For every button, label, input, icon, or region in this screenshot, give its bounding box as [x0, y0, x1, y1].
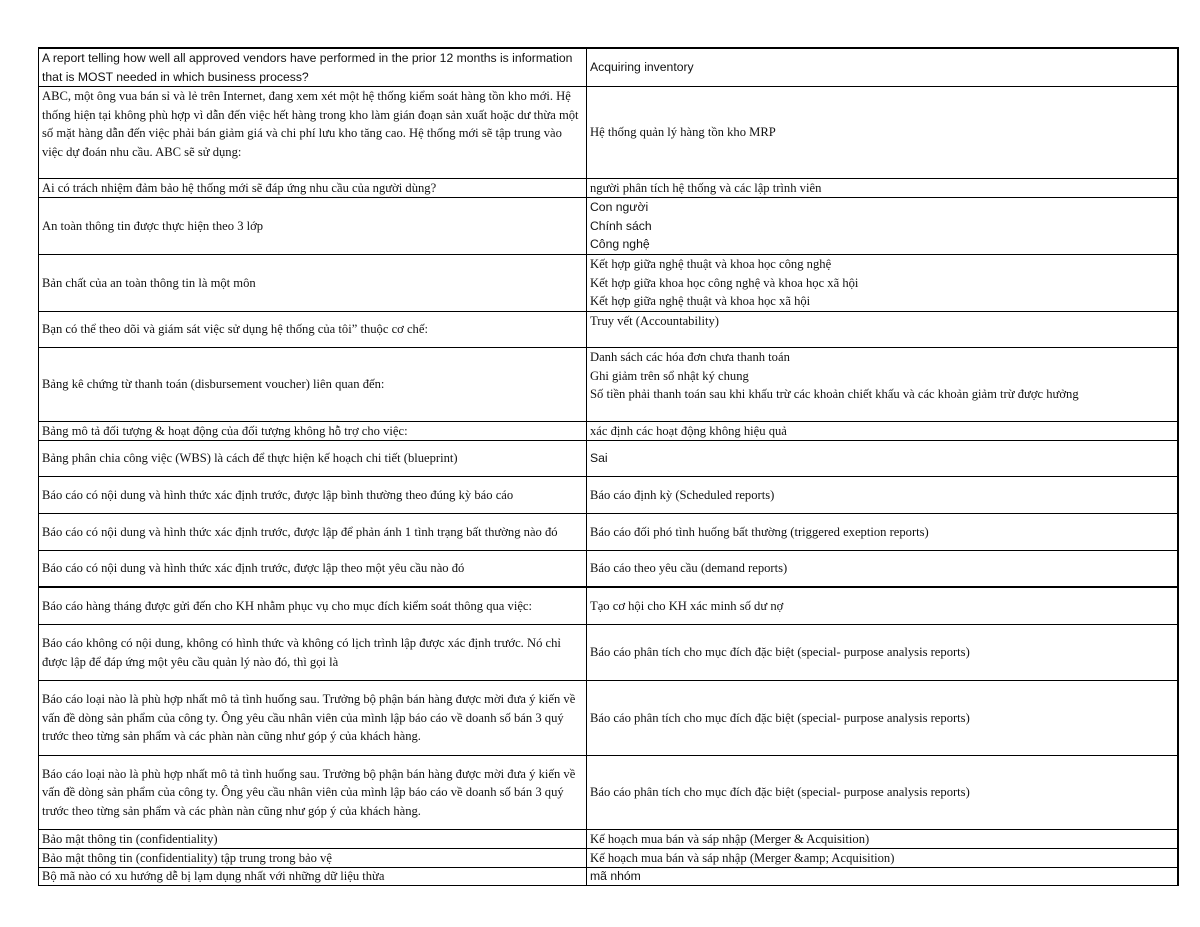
answer-cell — [587, 756, 1179, 829]
question-cell — [39, 422, 587, 440]
question-text: Báo cáo có nội dung và hình thức xác định trước, được lập theo một yêu cầu nào đó — [42, 561, 465, 576]
question-cell — [39, 868, 587, 885]
question-cell — [39, 625, 587, 680]
question-cell — [39, 477, 587, 513]
question-cell — [39, 49, 587, 86]
question-text: A report telling how well all approved vendors have performed in the prior 12 months is information that is MOST needed in which business process? — [42, 50, 573, 84]
answer-line: Báo cáo phân tích cho mục đích đặc biệt (special- purpose analysis reports) — [590, 785, 970, 800]
answer-cell — [587, 868, 1179, 885]
answer-line: Kế hoạch mua bán và sáp nhập (Merger &amp; Acquisition) — [590, 850, 895, 865]
question-cell — [39, 198, 587, 254]
answer-cell — [587, 681, 1179, 755]
answer-line: người phân tích hệ thống và các lập trình viên — [590, 180, 822, 195]
answer-cell — [587, 441, 1179, 476]
table-row — [39, 87, 1179, 179]
question-text: Báo cáo không có nội dung, không có hình thức và không có lịch trình lập được xác định trước. Nó chỉ được lập để đáp ứng một yêu cầu quản lý nào đó, thì gọi là — [42, 635, 561, 669]
answer-cell — [587, 625, 1179, 680]
question-text: Bảng mô tả đối tượng & hoạt động của đối tượng không hỗ trợ cho việc: — [42, 423, 408, 438]
answer-line: Kết hợp giữa khoa học công nghệ và khoa học xã hội — [590, 275, 859, 290]
question-text: Bảng phân chia công việc (WBS) là cách để thực hiện kế hoạch chi tiết (blueprint) — [42, 451, 458, 466]
table-row — [39, 422, 1179, 441]
answer-cell — [587, 514, 1179, 550]
answer-line: Chính sách — [590, 218, 652, 233]
answer-line: Ghi giảm trên sổ nhật ký chung — [590, 368, 749, 383]
answer-cell — [587, 312, 1179, 347]
table-row — [39, 756, 1179, 830]
answer-line: mã nhóm — [590, 869, 641, 884]
question-cell — [39, 756, 587, 829]
question-cell — [39, 87, 587, 178]
question-text: Bộ mã nào có xu hướng dễ bị lạm dụng nhất với những dữ liệu thừa — [42, 869, 385, 884]
question-cell — [39, 849, 587, 867]
question-text: Bảo mật thông tin (confidentiality) tập trung trong bảo vệ — [42, 850, 332, 865]
answer-line: Danh sách các hóa đơn chưa thanh toán — [590, 350, 790, 364]
question-text: An toàn thông tin được thực hiện theo 3 lớp — [42, 218, 264, 233]
question-text: Bạn có thể theo dõi và giám sát việc sử dụng hệ thống của tôi” thuộc cơ chế: — [42, 322, 428, 337]
answer-cell — [587, 830, 1179, 848]
question-cell — [39, 255, 587, 311]
table-row — [39, 625, 1179, 681]
question-text: Bảng kê chứng từ thanh toán (disbursement voucher) liên quan đến: — [42, 377, 385, 392]
table-row — [39, 348, 1179, 422]
answer-line: Công nghệ — [590, 237, 650, 252]
table-row — [39, 551, 1179, 588]
answer-cell — [587, 849, 1179, 867]
table-row — [39, 514, 1179, 551]
answer-line: Tạo cơ hội cho KH xác minh số dư nợ — [590, 598, 784, 613]
question-text: Báo cáo có nội dung và hình thức xác định trước, được lập để phản ánh 1 tình trạng bất thường nào đó — [42, 524, 558, 539]
question-cell — [39, 179, 587, 197]
answer-line: Kế hoạch mua bán và sáp nhập (Merger & Acquisition) — [590, 831, 870, 846]
question-cell — [39, 551, 587, 586]
answer-line: Acquiring inventory — [590, 60, 694, 75]
question-text: Báo cáo loại nào là phù hợp nhất mô tả tình huống sau. Trưởng bộ phận bán hàng được mời đưa ý kiến về vấn đề dòng sản phẩm của công ty. Ông yêu cầu nhân viên của mình lập báo cáo về doanh số bán 3 quý trước theo từng sản phẩm và các phàn nàn cũng như góp ý của khách hàng. — [42, 766, 576, 818]
question-cell — [39, 312, 587, 347]
answer-cell — [587, 198, 1179, 254]
question-cell — [39, 514, 587, 550]
answer-cell — [587, 49, 1179, 86]
answer-cell — [587, 348, 1179, 421]
question-cell — [39, 588, 587, 624]
answer-line: Kết hợp giữa nghệ thuật và khoa học công nghệ — [590, 257, 832, 271]
answer-line: Hệ thống quản lý hàng tồn kho MRP — [590, 125, 776, 140]
answer-line: Sai — [590, 451, 608, 466]
answer-cell — [587, 588, 1179, 624]
question-text: Báo cáo hàng tháng được gửi đến cho KH nhằm phục vụ cho mục đích kiểm soát thông qua việc: — [42, 598, 533, 613]
table-row — [39, 868, 1179, 886]
answer-line: Báo cáo phân tích cho mục đích đặc biệt (special- purpose analysis reports) — [590, 710, 970, 725]
table-row — [39, 255, 1179, 312]
answer-cell — [587, 255, 1179, 311]
answer-cell — [587, 477, 1179, 513]
answer-line: xác định các hoạt động không hiệu quả — [590, 423, 787, 438]
answer-line: Báo cáo định kỳ (Scheduled reports) — [590, 487, 775, 502]
table-row — [39, 312, 1179, 348]
question-text: Bảo mật thông tin (confidentiality) — [42, 831, 218, 846]
answer-line: Truy vết (Accountability) — [590, 314, 719, 328]
question-cell — [39, 348, 587, 421]
answer-line: Báo cáo phân tích cho mục đích đặc biệt (special- purpose analysis reports) — [590, 645, 970, 660]
question-text: Báo cáo loại nào là phù hợp nhất mô tả tình huống sau. Trưởng bộ phận bán hàng được mời đưa ý kiến về vấn đề dòng sản phẩm của công ty. Ông yêu cầu nhân viên của mình lập báo cáo về doanh số bán 3 quý trước theo từng sản phẩm và các phàn nàn cũng như góp ý của khách hàng. — [42, 692, 576, 744]
table-row — [39, 198, 1179, 255]
answer-line: Báo cáo theo yêu cầu (demand reports) — [590, 561, 788, 576]
question-cell — [39, 830, 587, 848]
table-row — [39, 588, 1179, 625]
table-row — [39, 681, 1179, 756]
question-cell — [39, 681, 587, 755]
answer-cell — [587, 422, 1179, 440]
answer-line: Kết hợp giữa nghệ thuật và khoa học xã hội — [590, 294, 811, 309]
answer-cell — [587, 87, 1179, 178]
question-text: Bản chất của an toàn thông tin là một môn — [42, 275, 256, 290]
answer-line: Con người — [590, 200, 649, 214]
table-row — [39, 179, 1179, 198]
question-cell — [39, 441, 587, 476]
question-text: ABC, một ông vua bán sỉ và lẻ trên Internet, đang xem xét một hệ thống kiểm soát hàng tồn kho mới. Hệ thống hiện tại không phù hợp vì dẫn đến việc hết hàng trong kho làm gián đoạn sản xuất hoặc dư thừa một số mặt hàng dẫn đến việc phải bán giảm giá và chi phí lưu kho tăng cao. Hệ thống mới sẽ tập trung vào việc dự đoán nhu cầu. ABC sẽ sử dụng: — [42, 89, 579, 159]
table-row — [39, 477, 1179, 514]
answer-line: Số tiền phải thanh toán sau khi khấu trừ các khoản chiết khấu và các khoản giảm trừ được hưởng — [590, 387, 1079, 402]
table-row — [39, 849, 1179, 868]
table-row — [39, 441, 1179, 477]
question-answer-table — [38, 47, 1179, 886]
question-text: Ai có trách nhiệm đảm bảo hệ thống mới sẽ đáp ứng nhu cầu của người dùng? — [42, 180, 437, 195]
answer-cell — [587, 551, 1179, 586]
answer-cell — [587, 179, 1179, 197]
table-row — [39, 49, 1179, 87]
answer-line: Báo cáo đối phó tình huống bất thường (triggered exeption reports) — [590, 524, 929, 539]
question-text: Báo cáo có nội dung và hình thức xác định trước, được lập bình thường theo đúng kỳ báo cáo — [42, 487, 514, 502]
table-row — [39, 830, 1179, 849]
